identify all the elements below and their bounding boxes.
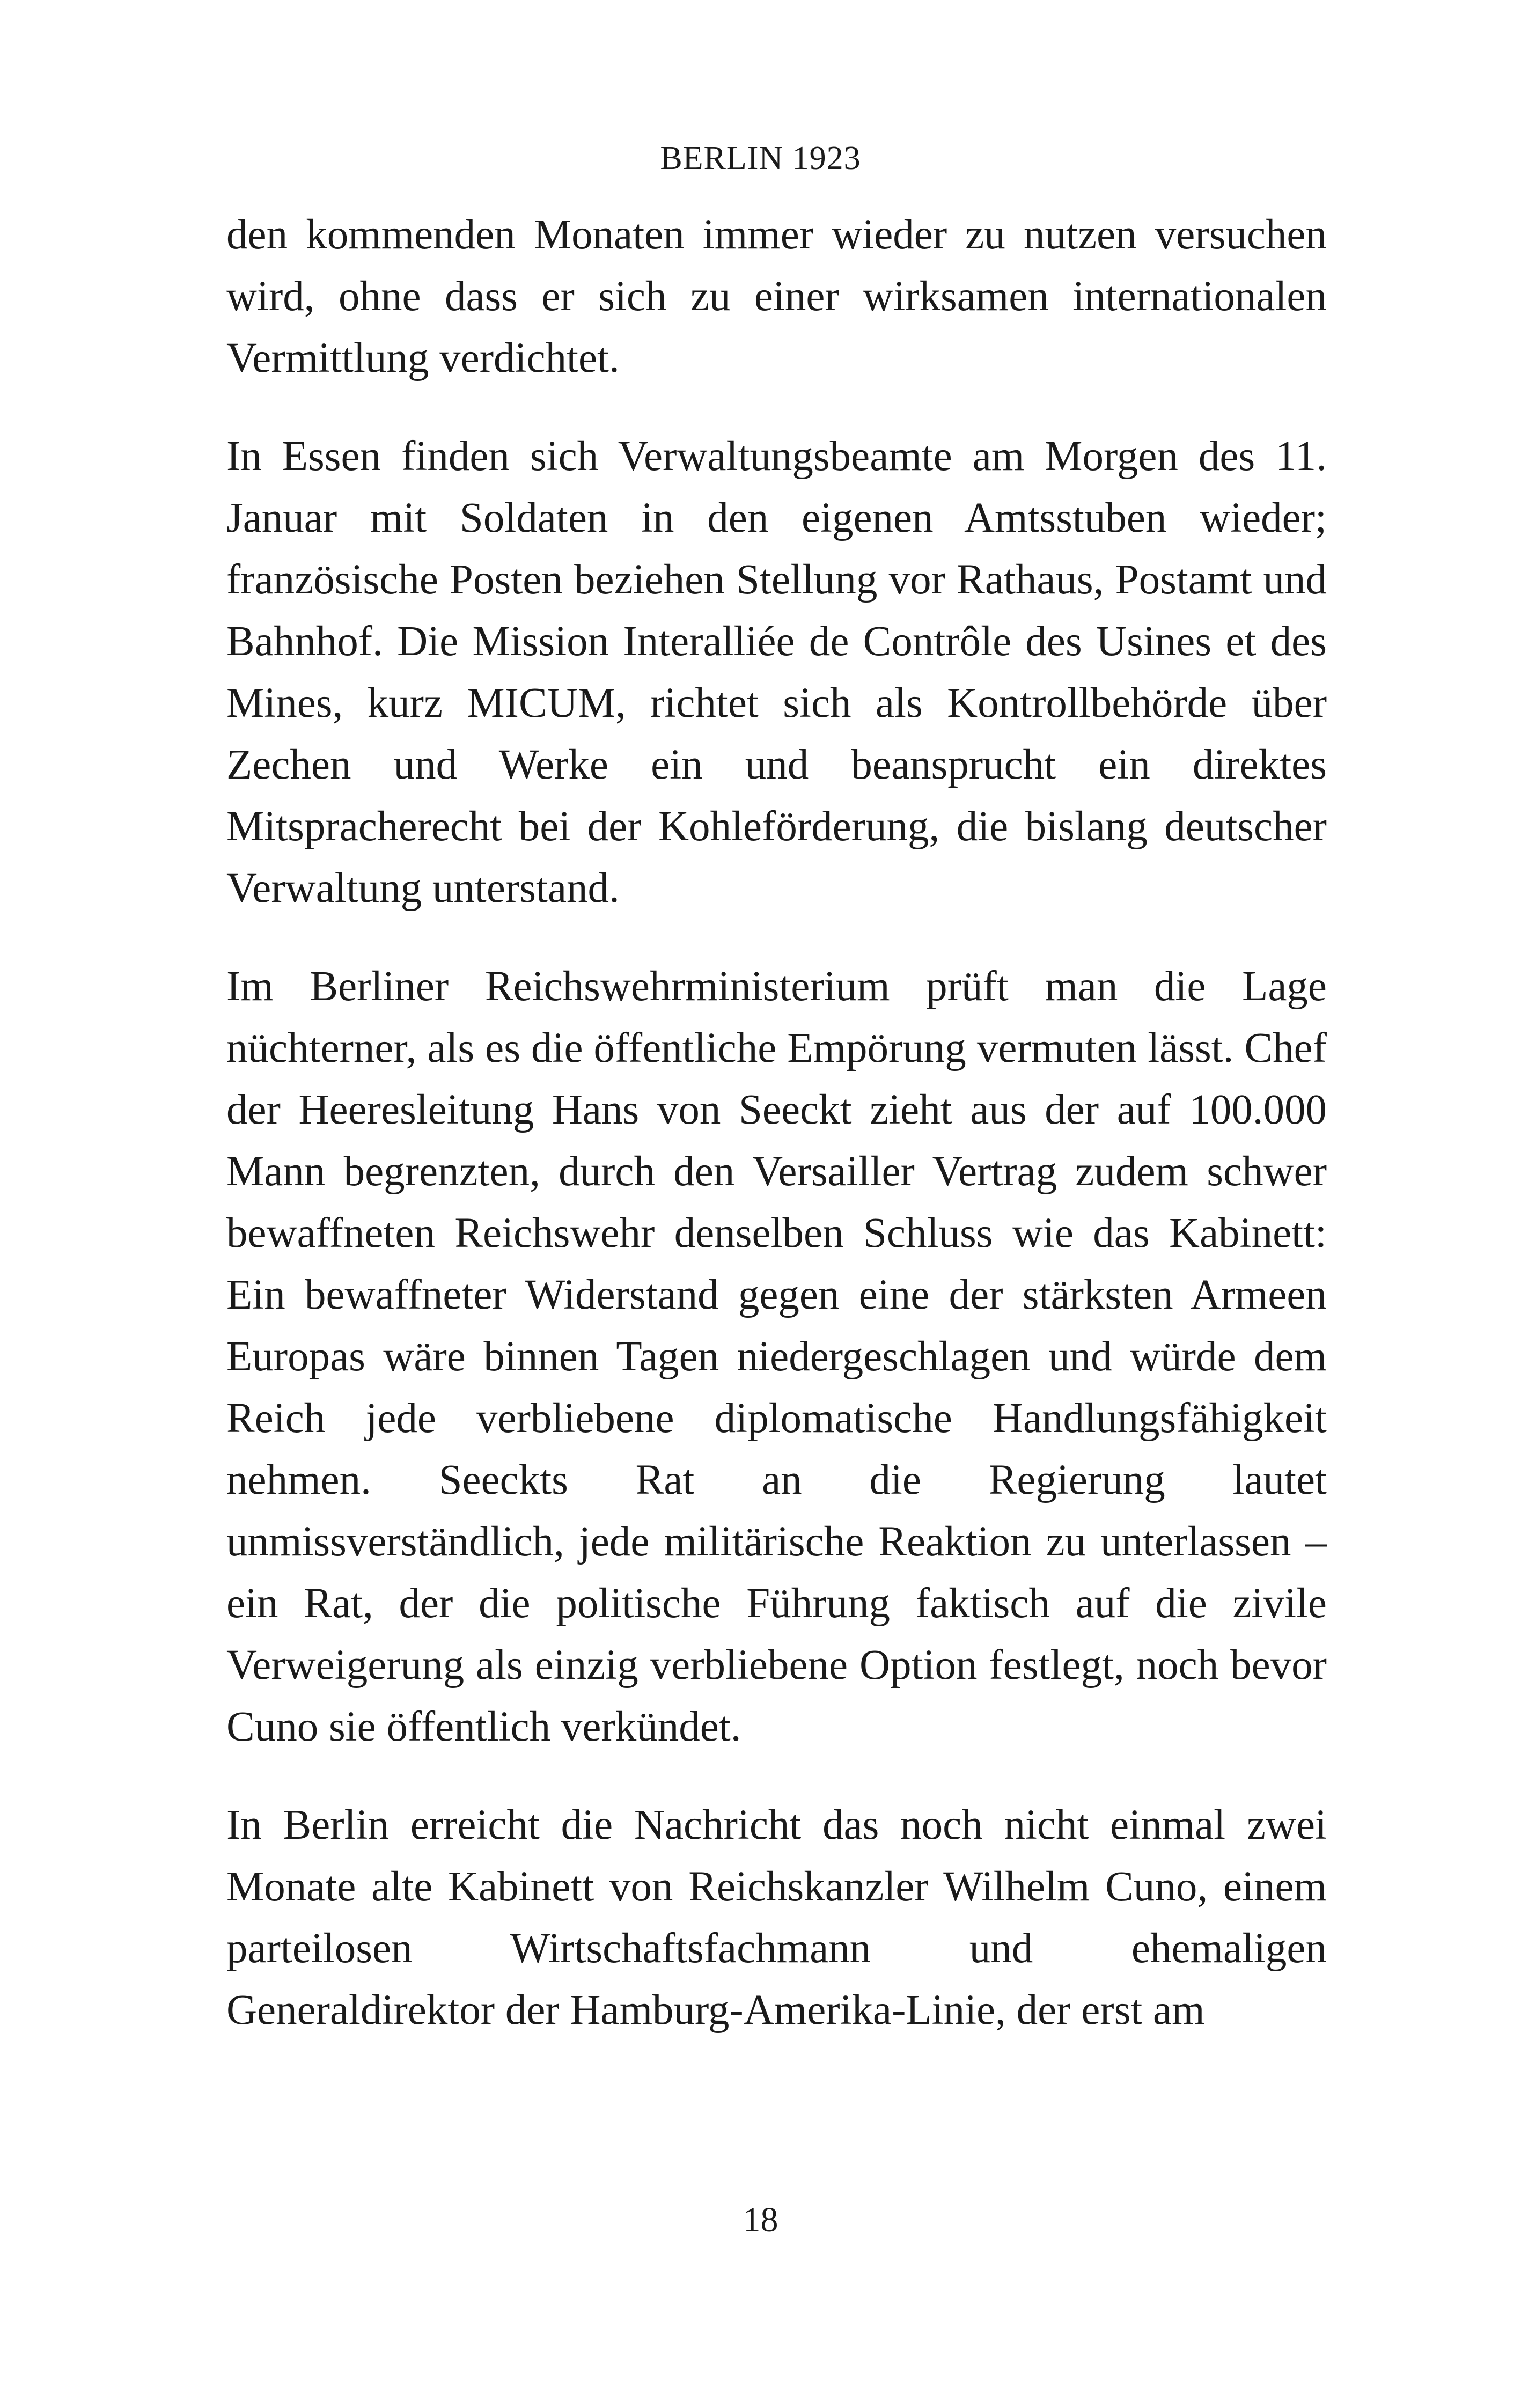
- running-head: BERLIN 1923: [660, 140, 861, 177]
- page-number: 18: [743, 2200, 778, 2240]
- paragraph-1: den kommenden Monaten immer wieder zu nutzen versuchen wird, ohne dass er sich zu einer wirksamen internationalen Vermittlung verdichtet.: [226, 211, 1327, 381]
- paragraph-2: In Essen finden sich Verwaltungsbeamte am Morgen des 11. Januar mit Soldaten in den eigenen Amtsstuben wieder; französische Posten beziehen Stellung vor Rathaus, Postamt und Bahnhof. Die Mission Interalliée de Contrôle des Usines et des Mines, kurz MICUM, richtet sich als Kontrollbehörde über Zechen und Werke ein und beansprucht ein direktes Mitspracherecht bei der Kohleförderung, die bislang deutscher Verwaltung unterstand.: [226, 433, 1327, 912]
- body-text: [226, 204, 1327, 2077]
- paragraph-3: Im Berliner Reichswehrministerium prüft man die Lage nüchterner, als es die öffentliche Empörung vermuten lässt. Chef der Heeresleitung Hans von Seeckt zieht aus der auf 100.000 Mann begrenzten, durch den Versailler Vertrag zudem schwer bewaffneten Reichswehr denselben Schluss wie das Kabinett: Ein bewaffneter Widerstand gegen eine der stärksten Armeen Europas wäre binnen Tagen niedergeschlagen und würde dem Reich jede verbliebene diplomatische Handlungsfähigkeit nehmen. Seeckts Rat an die Regierung lautet unmissverständlich, jede militärische Reaktion zu unterlassen – ein Rat, der die politische Führung faktisch auf die zivile Verweigerung als einzig verbliebene Option festlegt, noch bevor Cuno sie öffentlich verkündet.: [226, 963, 1327, 1750]
- paragraph-4: In Berlin erreicht die Nachricht das noch nicht einmal zwei Monate alte Kabinett von Reichskanzler Wilhelm Cuno, einem parteilosen Wirtschaftsfachmann und ehemaligen Generaldirektor der Hamburg-Amerika-Linie, der erst am: [226, 1802, 1327, 2033]
